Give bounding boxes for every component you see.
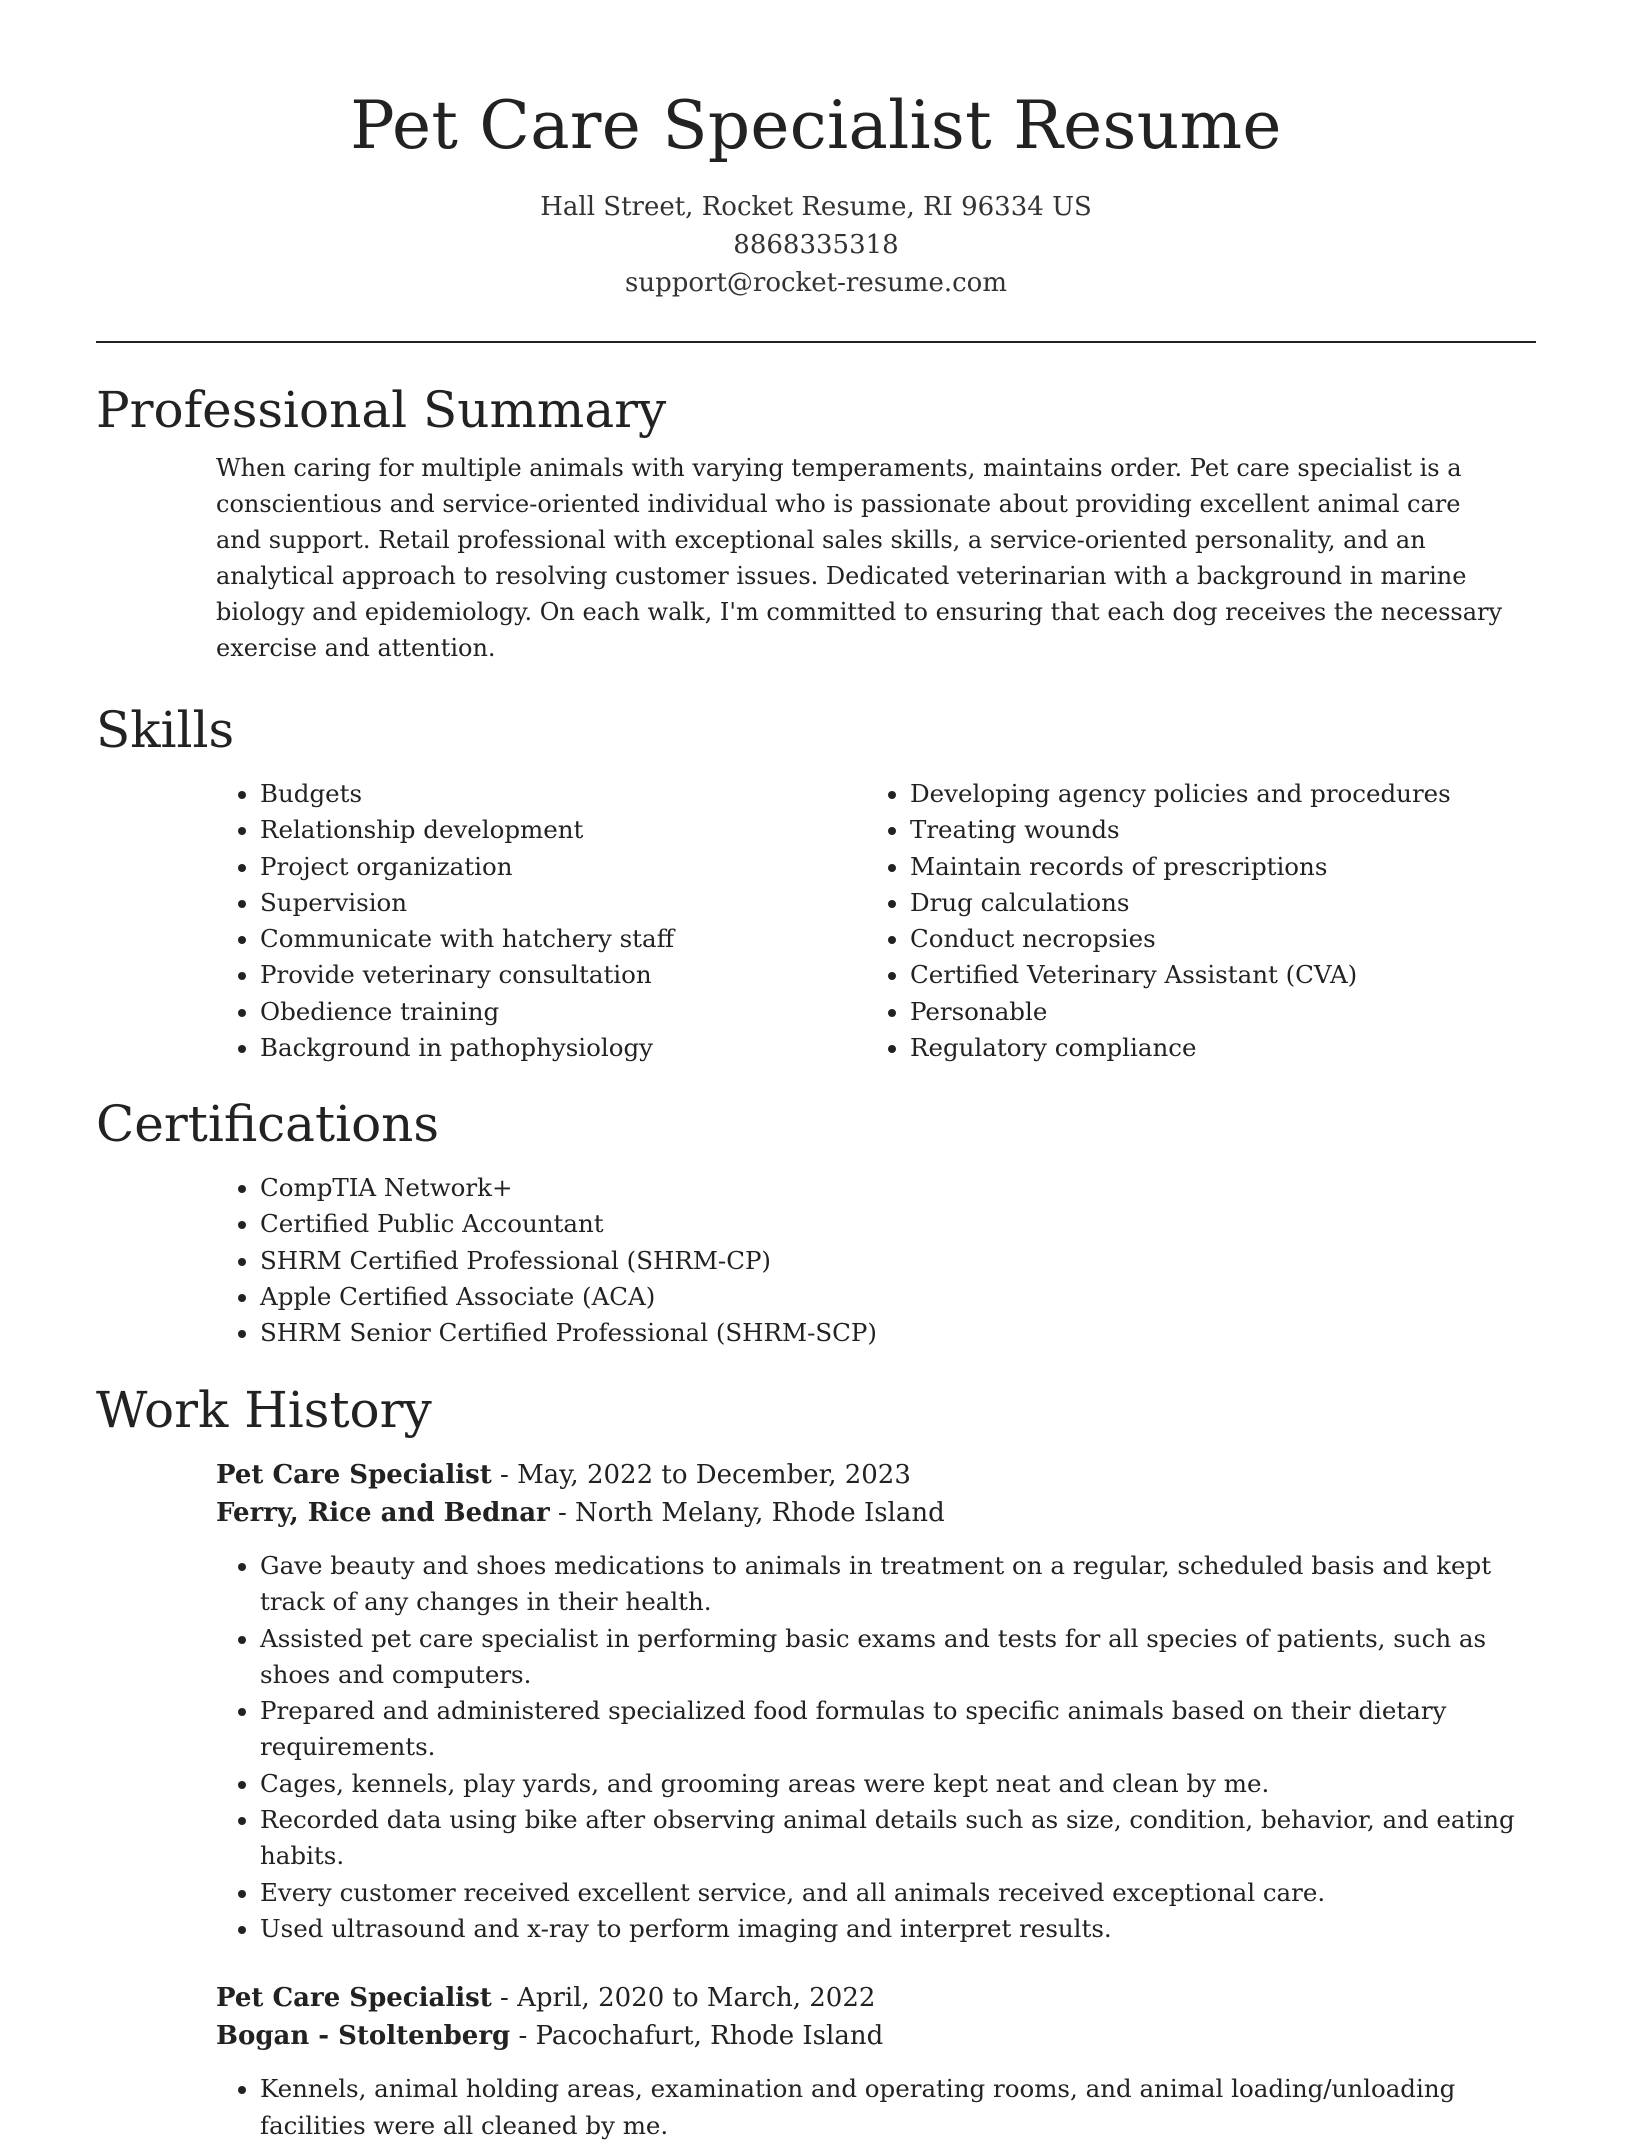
- job-dates: - April, 2020 to March, 2022: [491, 1983, 876, 2014]
- job-company-line: [216, 1494, 1536, 1532]
- job-dates: - May, 2022 to December, 2023: [491, 1460, 911, 1490]
- resume-title: Pet Care Specialist Resume: [350, 87, 1282, 164]
- job-role: Pet Care Specialist: [216, 1983, 492, 2014]
- skill-item: • Communicate with hatchery staff: [260, 921, 866, 957]
- skill-item: • Obedience training: [260, 994, 866, 1030]
- job-title-line: [216, 1979, 1536, 2017]
- job-duties-list: [216, 2071, 1536, 2144]
- skill-item: • Personable: [910, 994, 1516, 1030]
- work-history-heading: Work History: [96, 1381, 432, 1439]
- skills-section: [96, 698, 1536, 1066]
- skills-heading: Skills: [96, 701, 235, 759]
- certification-item: • Certified Public Accountant: [260, 1206, 1536, 1242]
- skills-list-right: [866, 776, 1516, 1066]
- skill-item: • Project organization: [260, 849, 866, 885]
- work-history-section: [96, 1378, 1536, 2144]
- job-location: - Pacochafurt, Rhode Island: [510, 2021, 884, 2052]
- job-location: - North Melany, Rhode Island: [549, 1498, 945, 1528]
- certifications-section: [96, 1092, 1536, 1351]
- skill-item: • Regulatory compliance: [910, 1030, 1516, 1066]
- job-entry: [216, 1979, 1536, 2144]
- job-entry: [216, 1456, 1536, 1947]
- summary-heading: Professional Summary: [96, 381, 667, 439]
- certification-item: • SHRM Senior Certified Professional (SHRM-SCP): [260, 1315, 1536, 1351]
- summary-text: When caring for multiple animals with varying temperaments, maintains order. Pet care specialist is a conscientious and service-oriented individual who is passionate about providing excellent animal care and support. Retail professional with exceptional sales skills, a service-oriented personality, and an analytical approach to resolving customer issues. Dedicated veterinarian with a background in marine biology and epidemiology. On each walk, I'm committed to ensuring that each dog receives the necessary exercise and attention.: [216, 454, 1503, 662]
- job-company: Ferry, Rice and Bednar: [216, 1498, 550, 1528]
- contact-phone: 8868335318: [733, 230, 899, 260]
- skills-list-left: [216, 776, 866, 1066]
- job-duty: • Assisted pet care specialist in performing basic exams and tests for all species of patients, such as shoes and computers.: [260, 1621, 1536, 1694]
- job-duty: • Prepared and administered specialized food formulas to specific animals based on their dietary requirements.: [260, 1693, 1536, 1766]
- skills-columns: [216, 776, 1536, 1066]
- certification-item: • CompTIA Network+: [260, 1170, 1536, 1206]
- job-duty: • Cages, kennels, play yards, and grooming areas were kept neat and clean by me.: [260, 1766, 1536, 1802]
- skill-item: • Certified Veterinary Assistant (CVA): [910, 957, 1516, 993]
- job-company: Bogan - Stoltenberg: [216, 2021, 511, 2052]
- header-divider: [96, 341, 1536, 343]
- contact-email: support@rocket-resume.com: [624, 268, 1007, 298]
- job-company-line: [216, 2017, 1536, 2055]
- skill-item: • Maintain records of prescriptions: [910, 849, 1516, 885]
- job-duty: • Gave beauty and shoes medications to animals in treatment on a regular, scheduled basis and kept track of any changes in their health.: [260, 1548, 1536, 1621]
- skill-item: • Background in pathophysiology: [260, 1030, 866, 1066]
- skill-item: • Budgets: [260, 776, 866, 812]
- skill-item: • Developing agency policies and procedures: [910, 776, 1516, 812]
- job-duties-list: [216, 1548, 1536, 1947]
- contact-block: [96, 188, 1536, 302]
- job-title-line: [216, 1456, 1536, 1494]
- certification-item: • SHRM Certified Professional (SHRM-CP): [260, 1243, 1536, 1279]
- skill-item: • Supervision: [260, 885, 866, 921]
- skill-item: • Provide veterinary consultation: [260, 957, 866, 993]
- job-duty: • Recorded data using bike after observing animal details such as size, condition, behavior, and eating habits.: [260, 1802, 1536, 1875]
- contact-address: Hall Street, Rocket Resume, RI 96334 US: [540, 192, 1092, 222]
- resume-header: [96, 78, 1536, 302]
- certification-item: • Apple Certified Associate (ACA): [260, 1279, 1536, 1315]
- skill-item: • Conduct necropsies: [910, 921, 1516, 957]
- certifications-list: [216, 1170, 1536, 1351]
- skill-item: • Relationship development: [260, 812, 866, 848]
- skill-item: • Treating wounds: [910, 812, 1516, 848]
- job-duty: • Used ultrasound and x-ray to perform imaging and interpret results.: [260, 1911, 1536, 1947]
- job-duty: • Kennels, animal holding areas, examination and operating rooms, and animal loading/unloading facilities were all cleaned by me.: [260, 2071, 1536, 2144]
- summary-section: [96, 378, 1536, 666]
- certifications-heading: Certifications: [96, 1095, 440, 1153]
- job-role: Pet Care Specialist: [216, 1460, 492, 1490]
- skill-item: • Drug calculations: [910, 885, 1516, 921]
- job-duty: • Every customer received excellent service, and all animals received exceptional care.: [260, 1875, 1536, 1911]
